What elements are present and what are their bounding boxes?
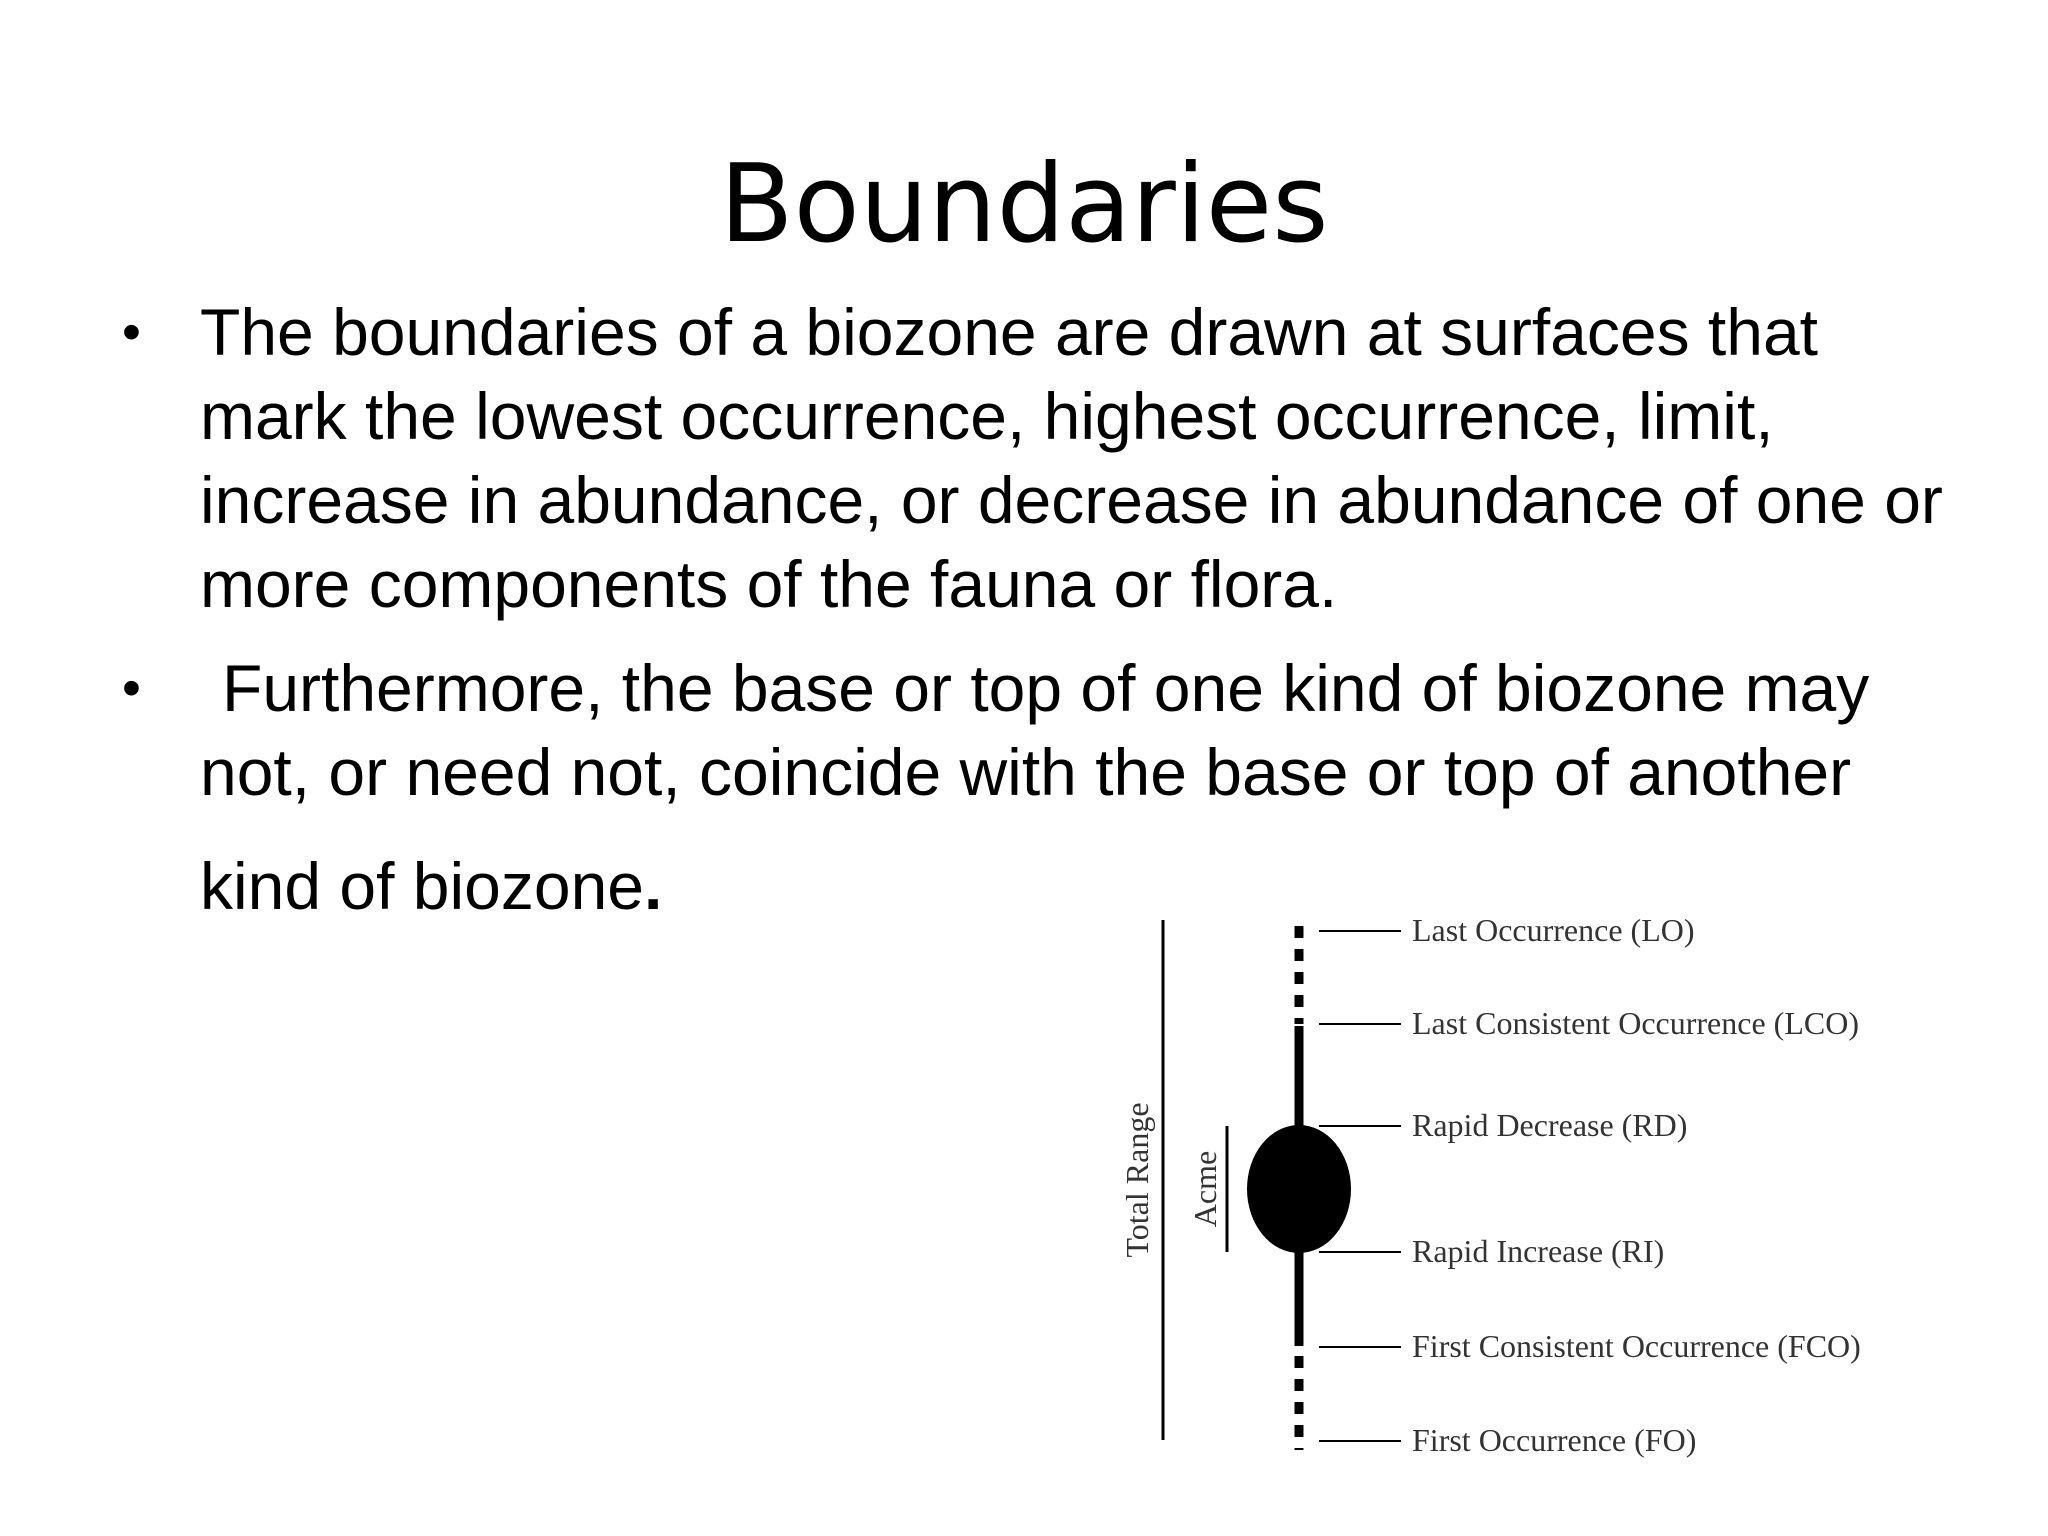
acme-blob — [1247, 1125, 1351, 1253]
bullet-icon: • — [122, 302, 141, 362]
event-label: Last Consistent Occurrence (LCO) — [1412, 1005, 1859, 1041]
bullet-item-2 — [122, 646, 1980, 928]
event-label: Rapid Increase (RI) — [1412, 1233, 1665, 1269]
bullet-text-2-tail-text: kind of biozone — [200, 849, 644, 923]
acme-label: Acme — [1187, 1150, 1223, 1228]
event-fo — [1319, 1422, 1696, 1458]
event-label: First Occurrence (FO) — [1412, 1422, 1697, 1458]
event-ri — [1319, 1233, 1664, 1269]
bullet-text-1: The boundaries of a biozone are drawn at surfaces that mark the lowest occurrence, highest occurrence, limit, increase in abundance, or decrease in abundance of one or more components of the fauna or flora. — [200, 295, 1943, 621]
bullet-text-2-period: . — [644, 849, 663, 923]
event-label: First Consistent Occurrence (FCO) — [1412, 1328, 1861, 1364]
event-rd — [1319, 1107, 1687, 1143]
event-label: Rapid Decrease (RD) — [1412, 1107, 1688, 1143]
bullet-text-2: Furthermore, the base or top of one kind of biozone may not, or need not, coincide with the base or top of another — [200, 651, 1870, 809]
event-lco — [1319, 1005, 1859, 1041]
bullet-icon: • — [122, 658, 141, 718]
event-lo — [1319, 912, 1695, 948]
bullet-list — [122, 290, 1980, 928]
event-label: Last Occurrence (LO) — [1412, 912, 1695, 948]
event-fco — [1319, 1328, 1861, 1364]
bullet-item-1 — [122, 290, 1980, 626]
biozone-boundary-diagram — [1105, 900, 1985, 1460]
total-range-label: Total Range — [1119, 1102, 1155, 1258]
slide-title: Boundaries — [719, 142, 1329, 267]
